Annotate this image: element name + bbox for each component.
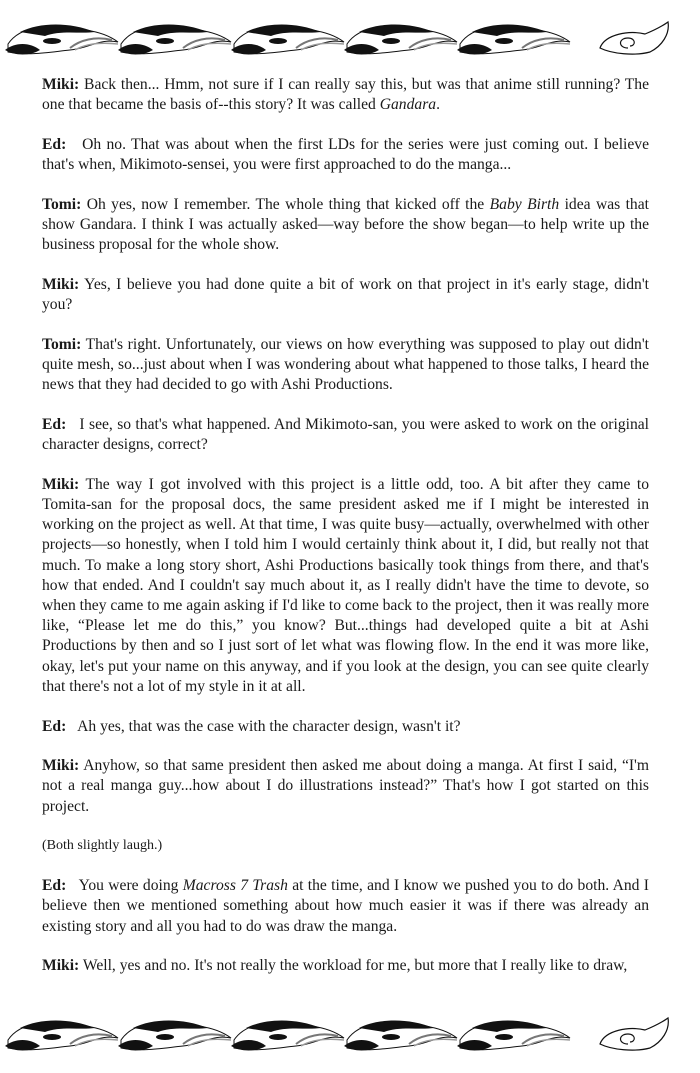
speaker-label: Ed: [42, 877, 67, 895]
speaker-label: Ed: [42, 415, 67, 433]
dialogue-text: . [436, 96, 440, 114]
dialogue-paragraph [42, 756, 653, 817]
dialogue-paragraph [42, 415, 653, 455]
dialogue-text: Anyhow, so that same president then asked me about doing a manga. At first I said, “I'm not a real manga guy...how about I do illustrations instead?” That's how I got started on this project. [42, 757, 653, 815]
leaf-ornament-icon [457, 1021, 570, 1051]
speaker-label: Miki: [42, 957, 80, 975]
dialogue-paragraph [42, 275, 653, 315]
speaker-label: Ed: [42, 717, 67, 735]
leaf-ornament-icon [344, 25, 457, 55]
leaf-ornament-icon [118, 1021, 231, 1051]
speaker-label: Miki: [42, 76, 80, 93]
dialogue-text: You were doing [66, 877, 183, 895]
ornamental-border-top [0, 12, 700, 56]
leaf-ornament-icon [231, 25, 344, 55]
ornamental-border-bottom [0, 1008, 700, 1052]
speaker-label: Ed: [42, 135, 67, 153]
leaf-ornament-icon [344, 1021, 457, 1051]
speaker-label: Miki: [42, 275, 80, 293]
leaf-ornament-icon [5, 25, 118, 55]
dialogue-paragraph [42, 195, 653, 256]
dialogue-text: Ah yes, that was the case with the character design, wasn't it? [66, 717, 461, 735]
dialogue-text: at the time, and I know we pushed you to do both. And I believe then we mentioned something about how much easier it was if there was already an existing story and all you had to do was draw the manga. [42, 877, 653, 935]
title-italic: Baby Birth [489, 195, 560, 213]
speaker-label: Miki: [42, 475, 80, 493]
leaf-ornament-icon [5, 1021, 118, 1051]
dialogue-text: That's right. Unfortunately, our views on how everything was supposed to play out didn't quite mesh, so...just about when I was wondering about what happened to those talks, I heard the news that they had decided to go with Ashi Productions. [42, 335, 653, 394]
speaker-label: Miki: [42, 757, 80, 775]
dialogue-text: Oh no. That was about when the first LDs for the series were just coming out. I believe that's when, Mikimoto-sensei, you were first approached to do the manga... [42, 135, 653, 174]
dialogue-paragraph [42, 876, 653, 937]
dialogue-paragraph [42, 717, 649, 737]
dialogue-paragraph [42, 335, 653, 396]
dialogue-text: Back then... Hmm, not sure if I can really say this, but was that anime still running? The one that became the basis of--this story? It was called [42, 76, 653, 114]
dialogue-paragraph [42, 956, 649, 976]
dialogue-text: Yes, I believe you had done quite a bit of work on that project in it's early stage, didn't you? [42, 275, 653, 314]
dialogue-paragraph [42, 135, 653, 175]
leaf-ornament-icon [457, 25, 570, 55]
wing-swirl-icon [600, 22, 668, 54]
interview-transcript [42, 75, 653, 996]
dialogue-text: The way I got involved with this project is a little odd, too. A bit after they came to Tomita-san for the proposal docs, the same president asked me if I might be interested in working on the project as well. At that time, I was quite busy—actually, overwhelmed with other projects—so honestly, when I told him I would certainly think about it, I did, but really not that much. To make a long story short, Ashi Productions basically took things from there, and that's how that ended. And I couldn't say much about it, as I really didn't have the time to devote, so when they came to me again asking if I'd like to come back to the project, then it was really more like, “Please let me do this,” you know? But...things had developed quite a bit at Ashi Productions by then and so I just sort of let what was flowing flow. In the end it was more like, okay, let's put your name on this anyway, and if you look at the design, you can see quite clearly that there's not a lot of my style in it at all. [42, 475, 653, 695]
dialogue-text: (Both slightly laugh.) [42, 838, 163, 854]
stage-direction [42, 836, 649, 856]
dialogue-text: Oh yes, now I remember. The whole thing that kicked off the [81, 195, 490, 213]
dialogue-paragraph [42, 75, 653, 115]
title-italic: Gandara [379, 96, 437, 114]
dialogue-paragraph [42, 475, 653, 697]
dialogue-text: Well, yes and no. It's not really the workload for me, but more that I really like to draw, [79, 957, 628, 975]
title-italic: Macross 7 Trash [182, 877, 288, 895]
dialogue-text: idea was that show Gandara. I think I was actually asked—way before the show began—to help write up the business proposal for the whole show. [42, 195, 653, 254]
speaker-label: Tomi: [42, 335, 82, 353]
speaker-label: Tomi: [42, 195, 82, 213]
leaf-ornament-icon [231, 1021, 344, 1051]
dialogue-text: I see, so that's what happened. And Mikimoto-san, you were asked to work on the original character designs, correct? [42, 415, 653, 454]
leaf-ornament-icon [118, 25, 231, 55]
wing-swirl-icon [600, 1018, 668, 1050]
